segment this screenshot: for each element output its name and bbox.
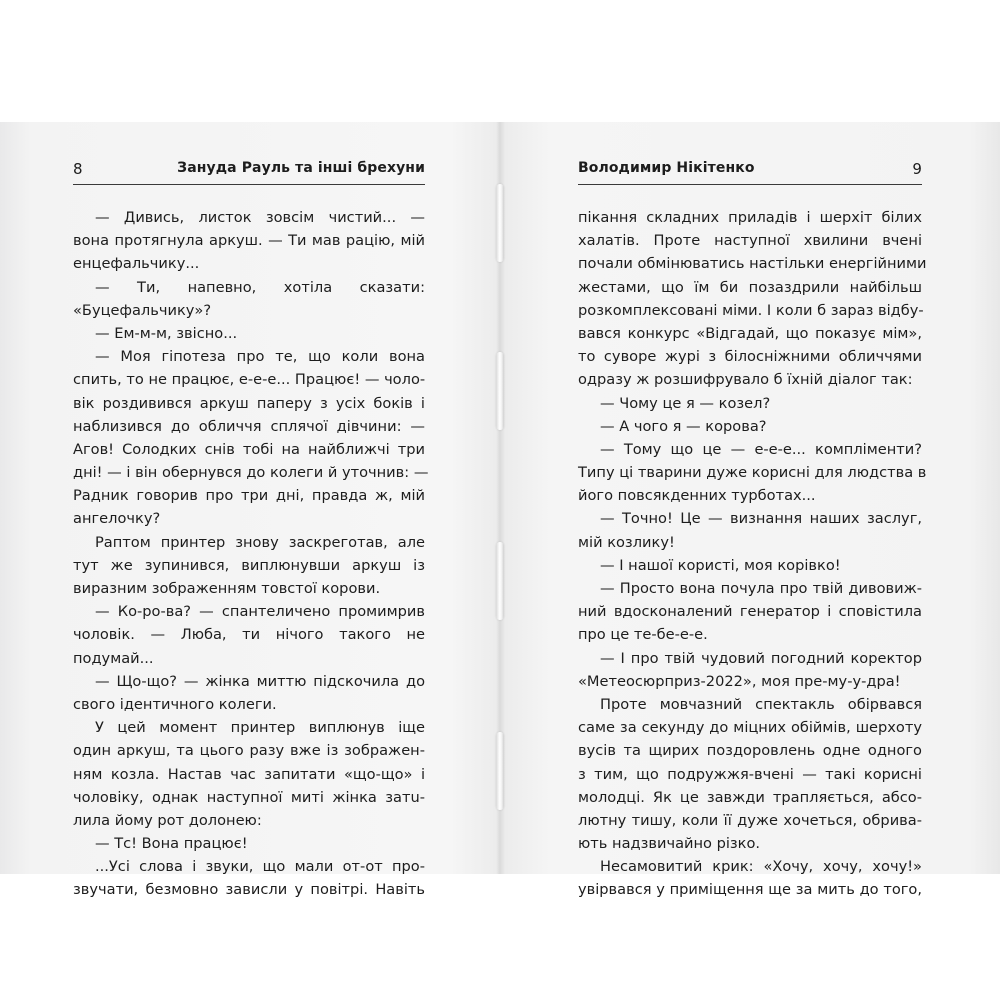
text-line: пікання складних приладів і шерхіт білих — [578, 209, 922, 226]
running-title: Володимир Нікітенко — [578, 160, 755, 176]
text-line: У цей момент принтер виплюнув іще — [95, 719, 425, 737]
binding-stitch — [496, 542, 504, 620]
text-line: — А чого я — корова? — [600, 417, 767, 435]
text-line: виразним зображенням товстої корови. — [73, 580, 381, 597]
text-line: його повсякденних турботах... — [578, 487, 816, 505]
text-line: Несамовитий крик: «Хочу, хочу, хочу!» — [600, 858, 922, 876]
page-number: 8 — [73, 160, 83, 178]
left-page-header — [73, 160, 425, 182]
text-line: ють надзвичайно різко. — [578, 835, 761, 853]
text-line: лила йому рот долонею: — [73, 811, 262, 829]
text-line: з тим, що подружжя-вчені — такі корисні — [578, 765, 922, 783]
text-line: — І нашої користі, моя корівко! — [600, 556, 841, 574]
running-title: Зануда Рауль та інші брехуни — [177, 160, 425, 176]
text-line: «Буцефальчику»? — [73, 301, 212, 319]
text-line: ангелочку? — [73, 510, 161, 528]
text-line: про це те-бе-е-е. — [578, 626, 708, 644]
text-line: подумай... — [73, 649, 154, 667]
text-line: Радник говорив про три дні, правда ж, мій — [73, 487, 425, 505]
left-page — [0, 122, 500, 899]
text-line: то суворе журі з білосніжними обличчями — [578, 348, 922, 366]
text-line: вався конкурс «Відгадай, що показує мім», — [578, 324, 922, 342]
text-line: вусів та щирих поздоровлень одне одного — [578, 742, 922, 760]
text-line: — Дивись, листок зовсім чистий... — — [95, 209, 425, 226]
text-line: — Тс! Вона працює! — [95, 835, 248, 853]
text-line: один аркуш, та цього разу вже із зображен- — [73, 742, 425, 760]
text-line: вік роздивився аркуш паперу з усіх боків і — [73, 394, 425, 412]
text-line: — Просто вона почула про твій дивовиж- — [600, 580, 922, 597]
left-page-text — [73, 206, 429, 902]
book-spread — [0, 122, 1000, 899]
text-line: — Що-що? — жінка миттю підскочила до — [95, 672, 425, 690]
text-line: лютну тишу, коли її дуже хочеться, обрива- — [578, 811, 922, 829]
text-line: — Моя гіпотеза про те, що коли вона — [95, 348, 425, 366]
text-line: — Ем-м-м, звісно... — [95, 324, 238, 342]
text-line: — Чому це я — козел? — [600, 394, 771, 412]
text-line: дні! — і він обернувся до колеги й уточнив: — — [73, 464, 429, 482]
text-line: увірвався у приміщення ще за мить до того, — [578, 881, 922, 899]
text-line: — Точно! Це — визнання наших заслуг, — [600, 510, 922, 528]
text-line: ...Усі слова і звуки, що мали от-от про- — [95, 858, 425, 876]
right-page — [500, 122, 1000, 899]
page-number: 9 — [912, 160, 922, 178]
header-rule — [73, 184, 425, 185]
text-line: чоловік. — Люба, ти нічого такого не — [73, 626, 425, 644]
text-line: — Тому що це — е-е-е... компліменти? — [600, 440, 922, 458]
text-line: Типу ці тварини дуже корисні для людства в — [578, 464, 927, 482]
binding-stitch — [496, 184, 504, 262]
text-line: ний вдосконалений генератор і сповістила — [578, 603, 922, 621]
text-line: молодці. Як це завжди трапляється, абсо- — [578, 788, 922, 806]
binding-stitch — [496, 352, 504, 430]
binding-stitch — [496, 732, 504, 810]
text-line: свого ідентичного колеги. — [73, 695, 277, 713]
text-line: халатів. Проте наступної хвилини вчені — [578, 232, 922, 250]
text-line: спить, то не працює, е-е-е... Працює! — чоло- — [73, 371, 426, 389]
text-line: розкомплексовані міми. І коли б зараз відбу- — [578, 301, 924, 319]
text-line: тут же зупинився, виплюнувши аркуш із — [73, 556, 425, 574]
text-line: жестами, що їм би позаздрили найбільш — [578, 278, 922, 296]
text-line: — Ко-ро-ва? — спантеличено промимрив — [95, 603, 425, 621]
text-line: саме за секунду до міцних обіймів, шерхоту — [578, 719, 922, 737]
right-page-header — [578, 160, 922, 182]
text-line: енцефальчику... — [73, 255, 200, 273]
text-line: одразу ж розшифрувало б їхній діалог так: — [578, 371, 913, 389]
right-page-text — [578, 206, 927, 902]
text-line: Проте мовчазний спектакль обірвався — [600, 695, 922, 713]
header-rule — [578, 184, 922, 185]
text-line: — Ти, напевно, хотіла сказати: — [95, 278, 425, 296]
text-line: — І про твій чудовий погодний коректор — [600, 649, 922, 667]
text-line: почали обмінюватись настільки енергійними — [578, 255, 927, 273]
text-line: чоловіку, однак наступної миті жінка затu- — [73, 788, 425, 806]
text-line: Агов! Солодких снів тобі на найближчі три — [73, 440, 425, 458]
text-line: «Метеосюрприз-2022», моя пре-му-у-дра! — [578, 672, 901, 690]
text-line: мій козлику! — [578, 533, 675, 551]
text-line: Раптом принтер знову заскреготав, але — [95, 533, 425, 551]
text-line: ням козла. Настав час запитати «що-що» і — [73, 765, 425, 783]
text-line: звучати, безмовно зависли у повітрі. Навіть — [73, 881, 425, 899]
text-line: вона протягнула аркуш. — Ти мав рацію, мій — [73, 232, 425, 250]
text-line: наблизився до обличчя сплячої дівчини: — — [73, 417, 425, 435]
